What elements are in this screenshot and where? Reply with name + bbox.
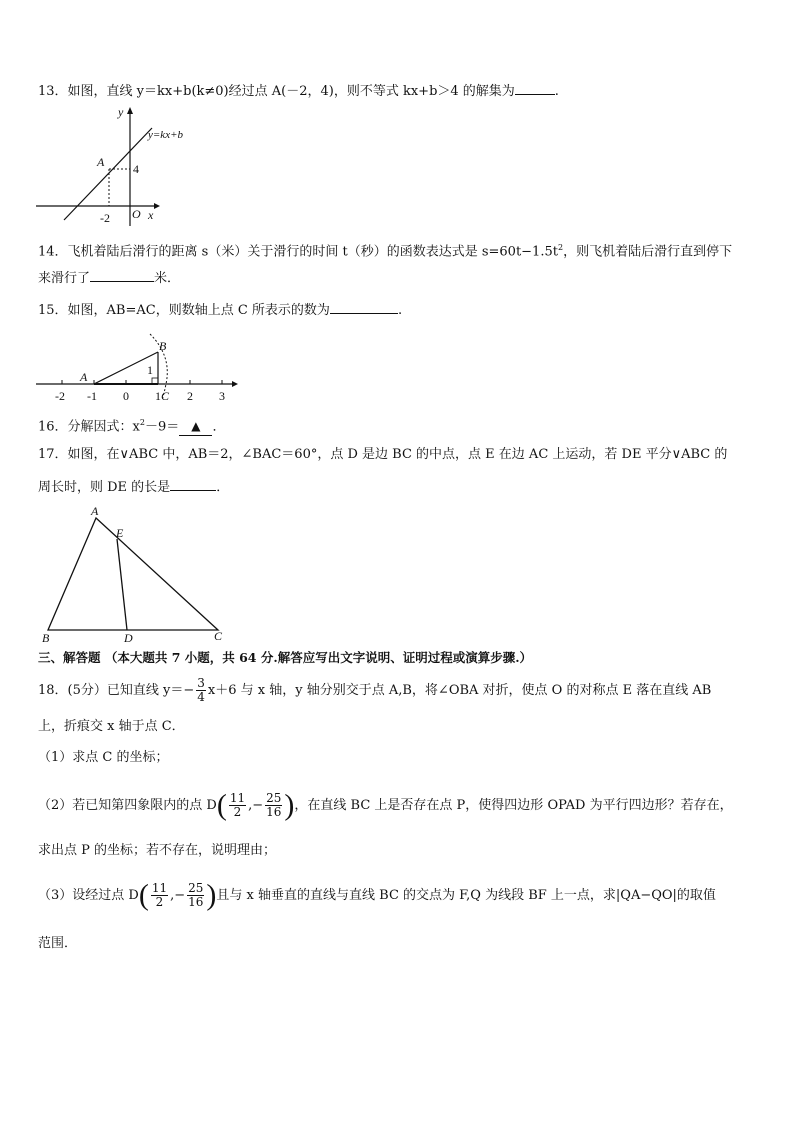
q17-figure: [36, 504, 236, 644]
tick-label: 0: [123, 389, 129, 403]
q13-text: [38, 82, 559, 101]
q14-stem-a: 14．飞机着陆后滑行的距离 s（米）关于滑行的时间 t（秒）的函数表达式是 s=60t−1.5t: [38, 244, 558, 260]
d-x-numerator: 11: [151, 881, 168, 895]
d-y-numerator: 25: [188, 881, 204, 895]
q16-answer-blank[interactable]: [179, 417, 212, 436]
q13-stem: 13．如图，直线 y＝kx+b(k≠0)经过点 A(－2，4)，则不等式 kx+b＞4 的解集为: [38, 84, 515, 99]
q14-stem-b: ，则飞机着陆后滑行直到停下: [563, 244, 733, 260]
q17-stem: 17．如图，在∨ABC 中，AB＝2，∠BAC＝60°，点 D 是边 BC 的中点，点 E 在边 AC 上运动，若 DE 平分∨ABC 的: [38, 447, 728, 462]
q18-part3-stem-a: （3）设经过点 D: [38, 888, 139, 903]
q18-stem-b: x＋6 与 x 轴，y 轴分别交于点 A,B，将∠OBA 对折，使点 O 的对称点 E 落在直线 AB: [207, 683, 712, 698]
q18-part3: （3）设经过点 D( $\frac{11}{2}$ ,− $\frac{25}{16}$ )且与 x 轴垂直的直线与直线 BC 的交点为 F,Q 为线段 BF 上一点，求|QA−QO|的取值: [38, 878, 716, 912]
q15-text: [38, 301, 402, 320]
q15-answer-blank[interactable]: [330, 301, 398, 314]
q17-line2: [38, 478, 229, 497]
q13-end: .: [554, 84, 559, 99]
fig13-origin-label: O: [132, 207, 141, 221]
q18-fraction: [196, 677, 206, 704]
q13-answer-blank[interactable]: [515, 82, 555, 95]
q18-part2-line2: 求出点 P 的坐标；若不存在，说明理由；: [38, 843, 277, 858]
right-paren: ): [284, 788, 295, 822]
right-paren: ): [206, 878, 217, 912]
fig13-four-label: 4: [133, 162, 139, 176]
d-y-fraction: [265, 792, 282, 819]
q14-line1: [38, 239, 732, 261]
q15-end: .: [397, 303, 403, 318]
q13-figure: [36, 102, 183, 227]
d-y-denominator: 16: [266, 805, 282, 819]
q18-stem-a: 18．(5分）已知直线 y＝−: [38, 683, 195, 698]
q17-line1: [38, 446, 727, 464]
tick-label: 1: [155, 389, 161, 403]
q16-stem: 16．分解因式：x: [38, 419, 140, 435]
q18-part2: （2）若已知第四象限内的点 D( $\frac{11}{2}$ ,− $\frac{25}{16}$ )，在直线 BC 上是否存在点 P，使得四边形 OPAD 为平行四边形？若存在，: [38, 788, 733, 822]
q17-stem-b: 周长时，则 DE 的长是: [38, 480, 171, 495]
triangle-marker-icon: ▲: [191, 419, 201, 434]
q14-line2: [38, 269, 180, 288]
d-x-fraction: [151, 882, 168, 909]
d-x-fraction: [229, 792, 246, 819]
d-y-fraction: [187, 882, 204, 909]
fig17-b-label: B: [42, 631, 50, 645]
d-y-numerator: 25: [266, 791, 282, 805]
tick-label: -1: [87, 389, 97, 403]
fig15-b-label: B: [159, 339, 167, 353]
fig15-one-label: 1: [147, 363, 153, 377]
left-paren: (: [138, 878, 149, 912]
fig15-a-label: A: [80, 370, 88, 384]
q17-end: ．: [216, 480, 230, 495]
q18-line2: 上，折痕交 x 轴于点 C．: [38, 719, 185, 734]
d-x-numerator: 11: [229, 791, 246, 805]
q14-stem-d: 米．: [154, 271, 181, 286]
fig17-c-label: C: [214, 629, 223, 643]
q18-frac-numerator: 3: [197, 676, 205, 690]
fig13-neg2-label: -2: [100, 211, 110, 225]
q14-superscript: 2: [557, 243, 564, 252]
q16-superscript: 2: [139, 418, 145, 427]
q15-stem: 15．如图，AB=AC，则数轴上点 C 所表示的数为: [38, 303, 330, 318]
q16-text: [38, 414, 226, 436]
fig15-c-label: C: [161, 389, 170, 403]
q18-line1: [38, 676, 711, 706]
d-x-denominator: 2: [233, 805, 242, 819]
fig13-point-a-label: A: [97, 155, 105, 169]
d-y-denominator: 16: [188, 895, 204, 909]
segment-de: [117, 539, 127, 630]
q15-figure: [36, 330, 246, 406]
fig13-y-label: y: [118, 105, 124, 119]
fig13-line-label: y=kx+b: [148, 129, 183, 141]
q14-stem-c: 来滑行了: [38, 271, 91, 286]
q16-end: ．: [212, 419, 226, 435]
q18-part2-stem-a: （2）若已知第四象限内的点 D: [38, 798, 217, 813]
q18-part3-line2: 范围．: [38, 936, 78, 951]
q18-part1: （1）求点 C 的坐标；: [38, 750, 169, 765]
fig17-d-label: D: [124, 631, 133, 645]
q18-part2-stem-b: ，在直线 BC 上是否存在点 P，使得四边形 OPAD 为平行四边形？若存在，: [294, 798, 733, 813]
left-paren: (: [216, 788, 227, 822]
q17-answer-blank[interactable]: [170, 478, 216, 491]
fig13-x-label: x: [148, 208, 154, 222]
section-3-heading: 三、解答题 （本大题共 7 小题，共 64 分.解答应写出文字说明、证明过程或演算步骤.）: [38, 650, 533, 665]
q14-answer-blank[interactable]: [90, 269, 154, 282]
fig17-e-label: E: [116, 526, 124, 540]
number-line-arrow-icon: [232, 381, 238, 387]
q18-frac-denominator: 4: [197, 690, 205, 704]
y-axis-arrow-icon: [127, 107, 133, 114]
tick-label: -2: [55, 389, 65, 403]
fig17-a-label: A: [91, 504, 99, 518]
q16-stem-b: －9＝: [144, 419, 180, 435]
tick-label: 2: [187, 389, 193, 403]
x-axis-arrow-icon: [154, 203, 160, 209]
tick-label: 3: [219, 389, 225, 403]
d-x-denominator: 2: [155, 895, 164, 909]
triangle-abc: [48, 518, 218, 630]
q18-part3-stem-b: 且与 x 轴垂直的直线与直线 BC 的交点为 F,Q 为线段 BF 上一点，求|QA−QO|的取值: [216, 888, 716, 903]
